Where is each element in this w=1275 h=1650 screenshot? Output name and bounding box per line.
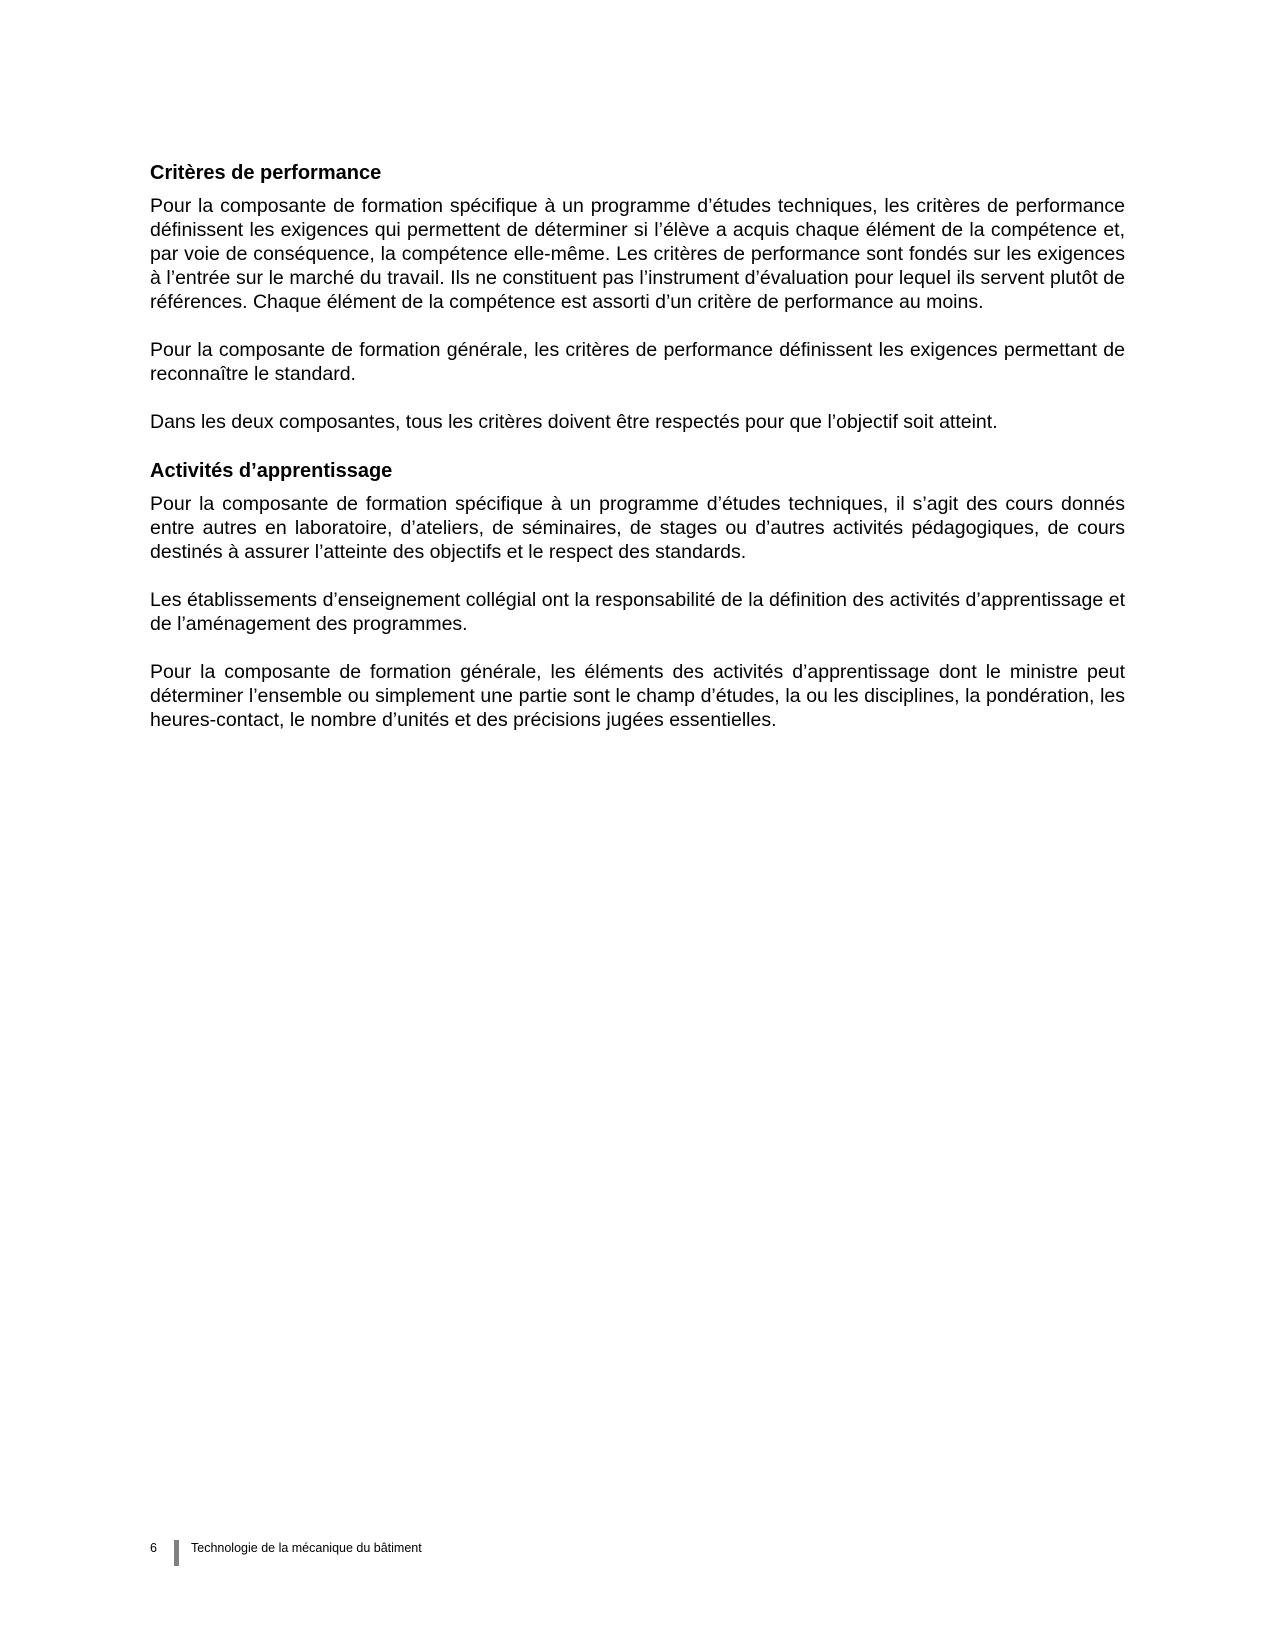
paragraph: Les établissements d’enseignement collégial ont la responsabilité de la définition des activités d’apprentissage et de l’aménagement des programmes. <box>150 589 1125 635</box>
page-number: 6 <box>150 1541 157 1555</box>
paragraph: Pour la composante de formation générale, les éléments des activités d’apprentissage dont le ministre peut déterminer l’ensemble ou simplement une partie sont le champ d’études, la ou les disciplines, la pondération, les heures-contact, le nombre d’unités et des précisions jugées essentielles. <box>150 661 1125 731</box>
paragraph: Pour la composante de formation spécifique à un programme d’études techniques, il s’agit des cours donnés entre autres en laboratoire, d’ateliers, de séminaires, de stages ou d’autres activités pédagogiques, de cours destinés à assurer l’atteinte des objectifs et le respect des standards. <box>150 493 1125 563</box>
footer-title: Technologie de la mécanique du bâtiment <box>191 1541 422 1555</box>
paragraph: Pour la composante de formation spécifique à un programme d’études techniques, les critères de performance définissent les exigences qui permettent de déterminer si l’élève a acquis chaque élément de la compétence et, par voie de conséquence, la compétence elle-même. Les critères de performance sont fondés sur les exigences à l’entrée sur le marché du travail. Ils ne constituent pas l’instrument d’évaluation pour lequel ils servent plutôt de références. Chaque élément de la compétence est assorti d’un critère de performance au moins. <box>150 195 1125 313</box>
section-heading: Activités d’apprentissage <box>150 460 393 482</box>
paragraph: Dans les deux composantes, tous les critères doivent être respectés pour que l’objectif soit atteint. <box>150 411 998 433</box>
document-body <box>150 160 1125 756</box>
section-criteres <box>150 160 1125 434</box>
footer-divider <box>174 1540 179 1566</box>
section-activites <box>150 458 1125 732</box>
section-heading: Critères de performance <box>150 162 382 184</box>
paragraph: Pour la composante de formation générale, les critères de performance définissent les exigences permettant de reconnaître le standard. <box>150 339 1125 385</box>
page-footer <box>150 1540 422 1566</box>
